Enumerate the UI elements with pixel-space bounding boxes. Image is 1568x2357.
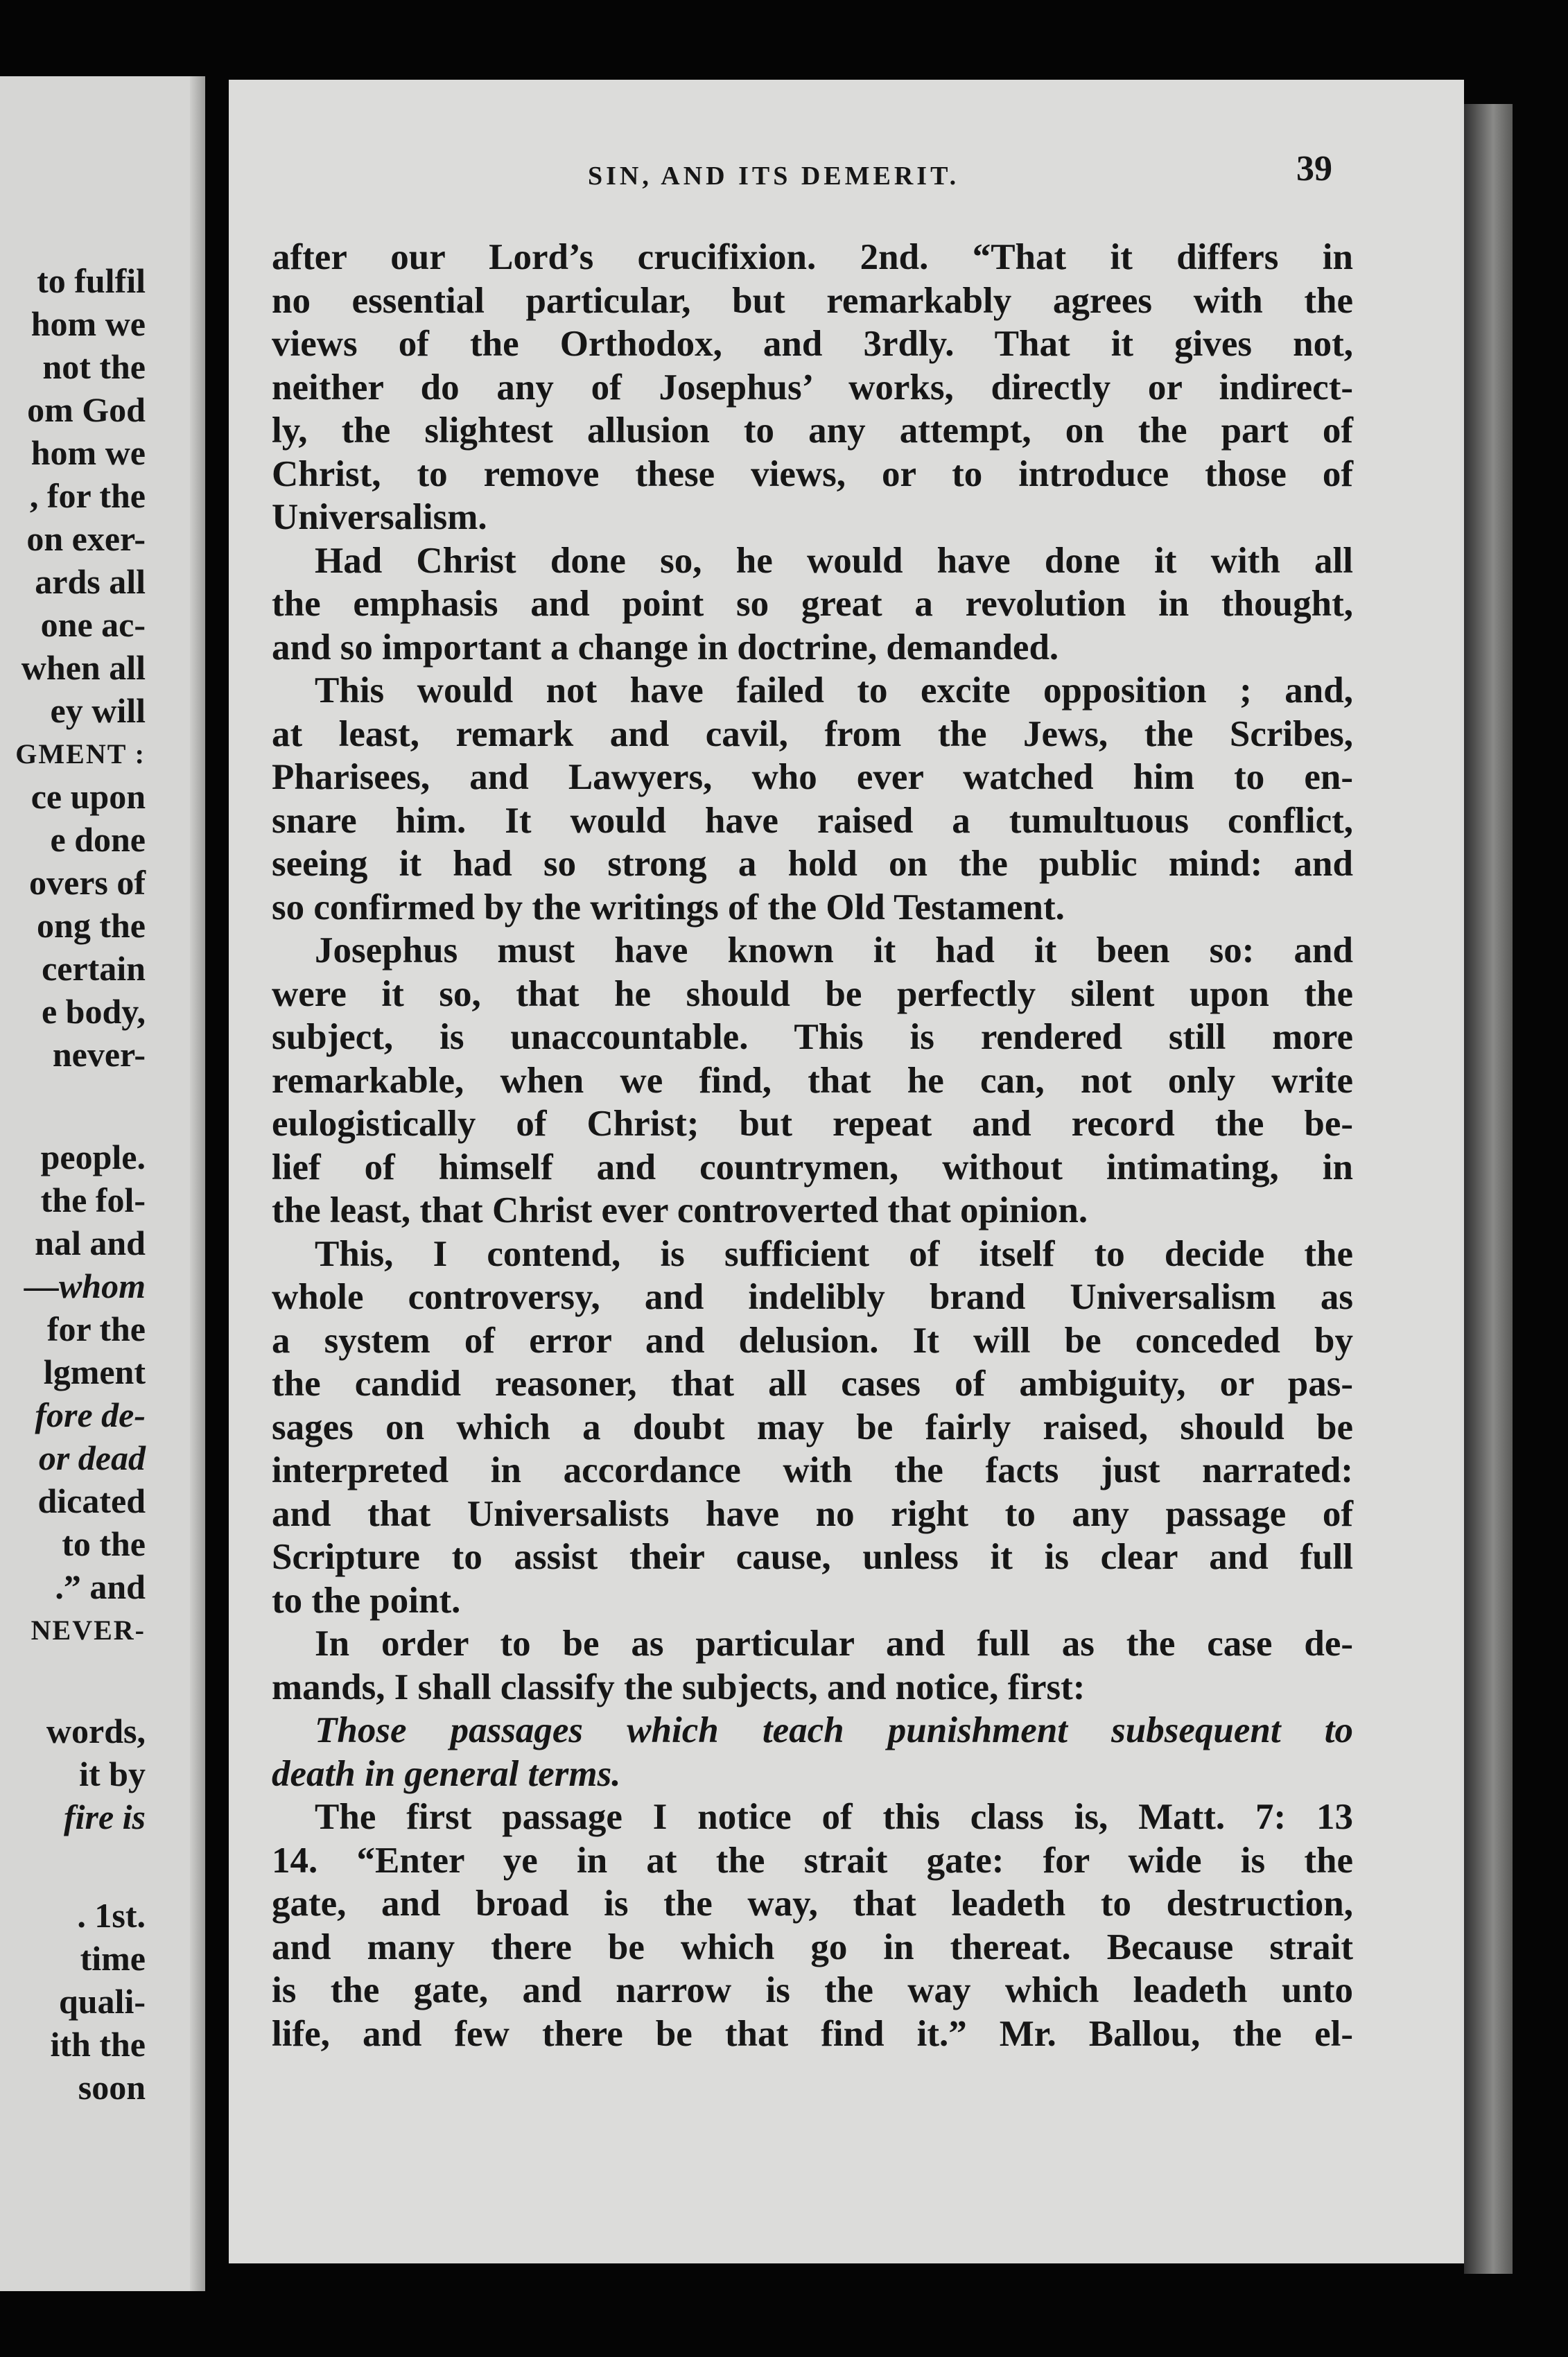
page-edge-shadow bbox=[1464, 104, 1513, 2274]
body-line: remarkable, when we find, that he can, not only write bbox=[272, 1060, 1353, 1101]
body-line: snare him. It would have raised a tumultuous conflict, bbox=[272, 800, 1353, 841]
left-page-line: fore de- bbox=[35, 1395, 146, 1434]
left-page-line: to the bbox=[62, 1524, 146, 1563]
left-page-line: e done bbox=[50, 820, 146, 859]
left-page-line: it by bbox=[79, 1755, 146, 1793]
left-page-line: certain bbox=[42, 949, 146, 988]
body-line: 14. “Enter ye in at the strait gate: for wide is the bbox=[272, 1840, 1353, 1881]
left-page-line: ards all bbox=[35, 562, 146, 601]
body-line: the candid reasoner, that all cases of ambiguity, or pas- bbox=[272, 1364, 1353, 1404]
left-page-line: to fulfil bbox=[37, 261, 146, 300]
left-page-line: e body, bbox=[41, 992, 146, 1031]
body-line: to the point. bbox=[272, 1580, 461, 1621]
left-page-line: nal and bbox=[35, 1224, 146, 1262]
body-line: mands, I shall classify the subjects, and notice, first: bbox=[272, 1667, 1086, 1707]
body-line: This, I contend, is sufficient of itself to decide the bbox=[315, 1233, 1353, 1274]
left-page-line: on exer- bbox=[26, 519, 146, 558]
left-page-line: when all bbox=[21, 648, 146, 687]
left-page-line: hom we bbox=[31, 304, 146, 343]
body-line: gate, and broad is the way, that leadeth to destruction, bbox=[272, 1884, 1353, 1924]
left-page-line: fire is bbox=[63, 1798, 146, 1836]
body-line: the least, that Christ ever controverted that opinion. bbox=[272, 1190, 1088, 1230]
left-page-binding-shadow bbox=[190, 76, 205, 2291]
body-line: neither do any of Josephus’ works, directly or indirect- bbox=[272, 367, 1353, 408]
body-text bbox=[272, 236, 1353, 2055]
left-page-line: one ac- bbox=[40, 605, 146, 644]
left-page-line: hom we bbox=[31, 433, 146, 472]
body-line: at least, remark and cavil, from the Jews, the Scribes, bbox=[272, 713, 1353, 754]
left-page-line: soon bbox=[78, 2068, 146, 2107]
left-page-line: ith the bbox=[50, 2025, 146, 2064]
body-line: Universalism. bbox=[272, 497, 487, 537]
body-line: life, and few there be that find it.” Mr. Ballou, the el- bbox=[272, 2013, 1353, 2054]
body-line: Pharisees, and Lawyers, who ever watched him to en- bbox=[272, 757, 1353, 797]
body-line: after our Lord’s crucifixion. 2nd. “That it differs in bbox=[272, 237, 1353, 277]
left-page-line: for the bbox=[46, 1310, 146, 1348]
body-line: death in general terms. bbox=[272, 1753, 621, 1794]
left-page-line: lgment bbox=[43, 1353, 146, 1391]
body-line: lief of himself and countrymen, without intimating, in bbox=[272, 1147, 1353, 1188]
left-page-line: dicated bbox=[37, 1481, 146, 1520]
body-line: and many there be which go in thereat. Because strait bbox=[272, 1927, 1353, 1967]
left-page-line: . 1st. bbox=[77, 1896, 146, 1935]
body-line: the emphasis and point so great a revolution in thought, bbox=[272, 584, 1353, 624]
body-line: and so important a change in doctrine, demanded. bbox=[272, 627, 1059, 668]
body-line: Scripture to assist their cause, unless it is clear and full bbox=[272, 1537, 1353, 1577]
page-number: 39 bbox=[1296, 149, 1332, 189]
body-line: sages on which a doubt may be fairly raised, should be bbox=[272, 1407, 1353, 1447]
running-head: SIN, AND ITS DEMERIT. bbox=[588, 162, 960, 191]
body-line: Had Christ done so, he would have done it with all bbox=[315, 540, 1353, 581]
body-line: a system of error and delusion. It will be conceded by bbox=[272, 1320, 1353, 1361]
left-page-line: or dead bbox=[38, 1438, 146, 1477]
left-page-line: never- bbox=[52, 1035, 146, 1074]
body-line: views of the Orthodox, and 3rdly. That it gives not, bbox=[272, 324, 1353, 364]
left-page-line: om God bbox=[27, 390, 146, 429]
body-line: interpreted in accordance with the facts just narrated: bbox=[272, 1450, 1353, 1490]
left-page-line: time bbox=[80, 1939, 146, 1978]
left-page-line: not the bbox=[42, 347, 146, 386]
left-page-line: the fol- bbox=[40, 1181, 146, 1219]
body-line: whole controversy, and indelibly brand Universalism as bbox=[272, 1277, 1353, 1317]
left-page-line: overs of bbox=[29, 863, 146, 902]
left-page-line: people. bbox=[40, 1138, 146, 1176]
left-page-line: , for the bbox=[29, 476, 146, 515]
left-page-line: .” and bbox=[55, 1567, 146, 1606]
body-line: so confirmed by the writings of the Old Testament. bbox=[272, 887, 1065, 928]
body-line: eulogistically of Christ; but repeat and record the be- bbox=[272, 1104, 1353, 1144]
left-page-line: ey will bbox=[50, 691, 146, 730]
body-line: were it so, that he should be perfectly silent upon the bbox=[272, 973, 1353, 1014]
body-line: seeing it had so strong a hold on the public mind: and bbox=[272, 844, 1353, 884]
body-line: Those passages which teach punishment subsequent to bbox=[315, 1710, 1353, 1750]
body-line: The first passage I notice of this class is, Matt. 7: 13 bbox=[315, 1797, 1353, 1837]
left-page-line: ce upon bbox=[31, 777, 146, 816]
body-line: Christ, to remove these views, or to introduce those of bbox=[272, 453, 1353, 494]
body-line: subject, is unaccountable. This is rendered still more bbox=[272, 1017, 1353, 1057]
body-line: ly, the slightest allusion to any attempt, on the part of bbox=[272, 410, 1353, 451]
left-page-line: GMENT : bbox=[15, 738, 146, 769]
left-page-line: quali- bbox=[58, 1982, 146, 2021]
body-line: no essential particular, but remarkably agrees with the bbox=[272, 280, 1353, 321]
left-page-line: words, bbox=[46, 1712, 146, 1750]
left-page-line: ong the bbox=[37, 906, 146, 945]
left-page-line: —whom bbox=[24, 1267, 146, 1305]
body-line: Josephus must have known it had it been so: and bbox=[315, 930, 1353, 971]
left-page-line: NEVER- bbox=[31, 1615, 146, 1646]
body-line: is the gate, and narrow is the way which leadeth unto bbox=[272, 1970, 1353, 2010]
left-facing-page bbox=[0, 76, 205, 2291]
body-line: and that Universalists have no right to any passage of bbox=[272, 1493, 1353, 1534]
body-line: This would not have failed to excite opposition ; and, bbox=[315, 670, 1353, 711]
body-line: In order to be as particular and full as the case de- bbox=[315, 1624, 1353, 1664]
